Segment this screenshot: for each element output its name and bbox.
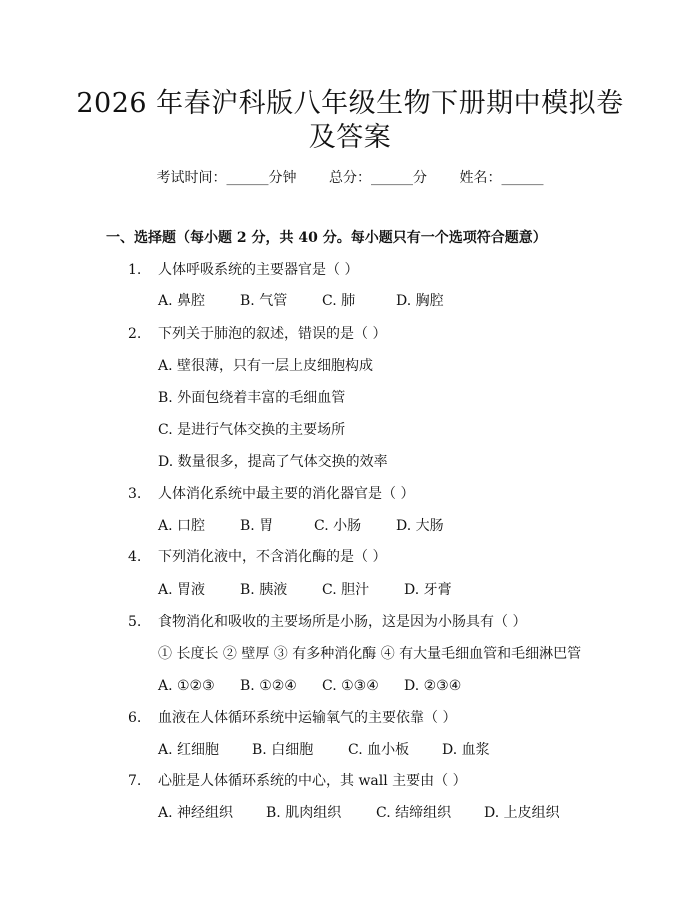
question-number: 2. — [128, 326, 142, 342]
option-b: B. 肌肉组织 — [266, 805, 342, 821]
question-number: 3. — [128, 486, 142, 502]
option-b: B. 外面包绕着丰富的毛细血管 — [158, 390, 346, 406]
question-number: 7. — [128, 773, 142, 789]
option-b: B. 胰液 — [240, 582, 288, 598]
question-number: 6. — [128, 710, 142, 726]
option-b: B. ①②④ — [240, 678, 297, 694]
exam-title-line1: 2026 年春沪科版八年级生物下册期中模拟卷 — [76, 88, 624, 119]
option-a: A. 胃液 — [158, 582, 206, 598]
exam-title-line2: 及答案 — [308, 122, 392, 153]
option-a: A. 神经组织 — [158, 805, 234, 821]
option-d: D. 牙膏 — [404, 582, 452, 598]
option-c: C. 胆汁 — [322, 582, 370, 598]
question-text: 下列消化液中，不含消化酶的是（ ） — [158, 549, 387, 565]
exam-name: 姓名：______ — [459, 170, 544, 186]
option-d: D. 上皮组织 — [484, 805, 560, 821]
question-number: 4. — [128, 549, 142, 565]
exam-score: 总分：______分 — [329, 170, 427, 186]
question-5-statements: ① 长度长 ② 壁厚 ③ 有多种消化酶 ④ 有大量毛细血管和毛细淋巴管 — [158, 646, 582, 662]
option-c: C. 血小板 — [348, 742, 410, 758]
option-d: D. ②③④ — [404, 678, 462, 694]
option-a: A. 壁很薄，只有一层上皮细胞构成 — [158, 358, 374, 374]
option-d: D. 胸腔 — [396, 293, 444, 309]
question-text: 食物消化和吸收的主要场所是小肠，这是因为小肠具有（ ） — [158, 614, 527, 630]
option-a: A. 红细胞 — [158, 742, 220, 758]
option-c: C. 是进行气体交换的主要场所 — [158, 422, 346, 438]
option-d: D. 数量很多，提高了气体交换的效率 — [158, 454, 388, 470]
exam-meta — [0, 168, 700, 188]
question-number: 5. — [128, 614, 142, 630]
question-text: 人体呼吸系统的主要器官是（ ） — [158, 262, 359, 278]
option-d: D. 大肠 — [396, 518, 444, 534]
option-c: C. 结缔组织 — [376, 805, 452, 821]
option-c: C. 肺 — [322, 293, 356, 309]
option-b: B. 胃 — [240, 518, 274, 534]
option-c: C. ①③④ — [322, 678, 379, 694]
option-b: B. 白细胞 — [252, 742, 314, 758]
option-c: C. 小肠 — [314, 518, 362, 534]
option-b: B. 气管 — [240, 293, 288, 309]
question-text: 人体消化系统中最主要的消化器官是（ ） — [158, 486, 415, 502]
question-text: 心脏是人体循环系统的中心，其 wall 主要由（ ） — [158, 773, 467, 789]
exam-time: 考试时间：______分钟 — [156, 170, 297, 186]
question-text: 下列关于肺泡的叙述，错误的是（ ） — [158, 326, 387, 342]
option-d: D. 血浆 — [442, 742, 490, 758]
section-heading: 一、选择题（每小题 2 分，共 40 分。每小题只有一个选项符合题意） — [106, 230, 547, 246]
option-a: A. ①②③ — [158, 678, 215, 694]
option-a: A. 鼻腔 — [158, 293, 206, 309]
question-number: 1. — [128, 262, 142, 278]
option-a: A. 口腔 — [158, 518, 206, 534]
question-text: 血液在人体循环系统中运输氧气的主要依靠（ ） — [158, 710, 457, 726]
